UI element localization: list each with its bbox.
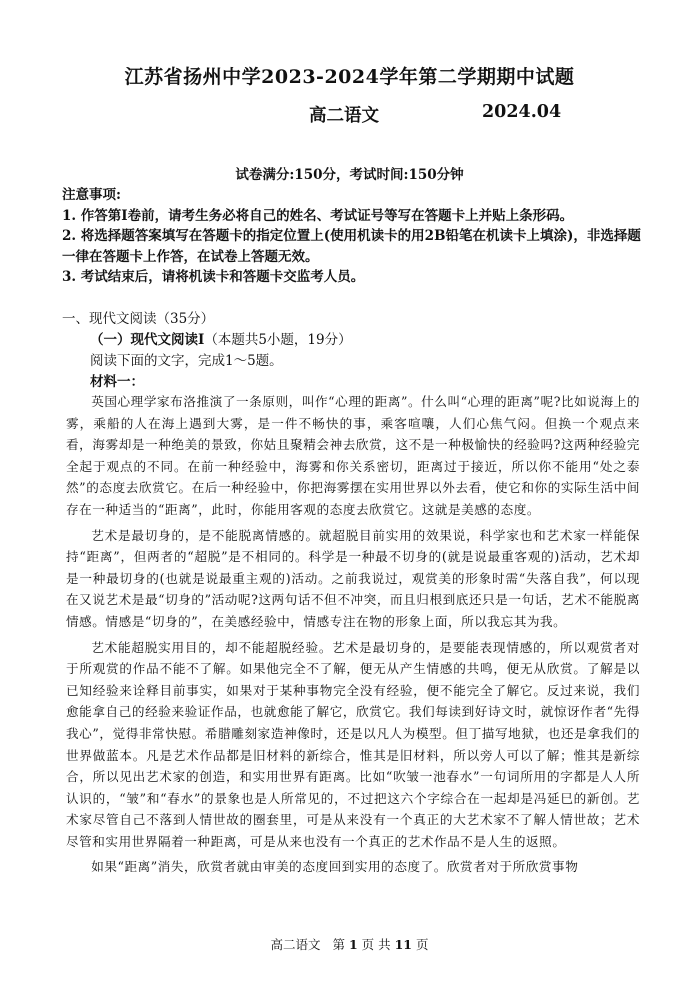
note-item-1: 1. 作答第Ⅰ卷前，请考生务必将自己的姓名、考试证号等写在答题卡上并贴上条形码。 [62,207,574,224]
section-heading: 一、现代文阅读（35分） [62,311,215,327]
section-modern-reading [62,309,647,393]
subject-label: 高二语文 [309,106,379,126]
passage-paragraph-1: 英国心理学家布洛推演了一条原则，叫作“心理的距离”。什么叫“心理的距离”呢?比如说海上的雾，乘船的人在海上遇到大雾，是一件不畅快的事，乘客喧嚷，人们心焦气闷。但换一个观点来看，海雾却是一种绝美的景致，你姑且聚精会神去欣赏，这不是一种极愉快的经验吗?这两种经验完全起于观点的不同。在前一种经验中，海雾和你关系密切，距离过于接近，所以你不能用“处之泰然”的态度去欣赏它。在后一种经验中，你把海雾摆在实用世界以外去看，使它和你的实际生活中间存在一种适当的“距离”，此时，你能用客观的态度去欣赏它。这就是美感的态度。 [66,394,640,517]
sub-section-title: （一）现代文阅读Ⅰ [90,332,205,348]
footer-subject: 高二语文 [270,937,321,952]
footer-page-suffix: 页 [415,937,429,952]
footer-page-total: 11 [394,937,412,952]
passage-paragraph-3: 艺术能超脱实用目的，却不能超脱经验。艺术是最切身的，是要能表现情感的，所以观赏者对于所观赏的作品不能不了解。如果他完全不了解，便无从产生情感的共鸣，便无从欣赏。了解是以已知经验来诠释目前事实，如果对于某种事物完全没有经验，便不能完全了解它。反过来说，我们愈能拿自己的经验来验证作品，也就愈能了解它，欣赏它。我们每读到好诗文时，就惊讶作者“先得我心”，觉得非常快慰。希腊雕刻家造神像时，还是以凡人为模型。但丁描写地狱，也还是拿我们的世界做蓝本。凡是艺术作品都是旧材料的新综合，惟其是旧材料，所以旁人可以了解；惟其是新综合，所以见出艺术家的创造，和实用世界有距离。比如“吹皱一池春水”一句词所用的字都是人人所认识的，“皱”和“春水”的景象也是人所常见的，不过把这六个字综合在一起却是冯延巳的新创。艺术家尽管自己不落到人情世故的圈套里，可是从来没有一个真正的大艺术家不了解人情世故；艺术尽管和实用世界隔着一种距离，可是从来也没有一个真正的艺术作品不是人生的返照。 [66,639,640,849]
sub-section-heading [62,330,647,351]
passage-paragraph-2: 艺术是最切身的，是不能脱离情感的。就超脱目前实用的效果说，科学家也和艺术家一样能保持“距离”，但两者的“超脱”是不相同的。科学是一种最不切身的(就是说最重客观的)活动，艺术却是一种最切身的(也就是说最重主观的)活动。之前我说过，观赏美的形象时需“失落自我”，何以现在又说艺术是最“切身的”活动呢?这两句话不但不冲突，而且归根到底还只是一句话，艺术不能脱离情感。情感是“切身的”，在美感经验中，情感专注在物的形象上面，所以我忘其为我。 [66,527,640,629]
note-item-2: 2. 将选择题答案填写在答题卡的指定位置上(使用机读卡的用2B铅笔在机读卡上填涂)，非选择题一律在答题卡上作答，在试卷上答题无效。 [62,228,641,265]
passage-paragraph-4: 如果“距离”消失，欣赏者就由审美的态度回到实用的态度了。欣赏者对于所欣赏事物 [91,859,579,875]
exam-title: 江苏省扬州中学2023-2024学年第二学期期中试题 [124,66,575,88]
page-footer [0,935,699,953]
score-time-line: 试卷满分:150分，考试时间:150分钟 [235,167,464,183]
note-item-3: 3. 考试结束后，请将机读卡和答题卡交监考人员。 [62,269,365,285]
notes-heading: 注意事项: [62,187,121,203]
footer-page-prefix: 第 [332,937,345,952]
material-label: 材料一： [90,374,144,390]
footer-page-mid: 页 共 [361,937,391,952]
notes-block [62,185,647,288]
sub-section-note: （本题共5小题，19分） [204,332,352,348]
exam-subtitle [0,102,699,126]
passage-body [66,391,640,882]
footer-page-current: 1 [348,937,358,952]
exam-date: 2024.04 [482,102,562,122]
reading-instruction: 阅读下面的文字，完成1～5题。 [90,353,283,369]
